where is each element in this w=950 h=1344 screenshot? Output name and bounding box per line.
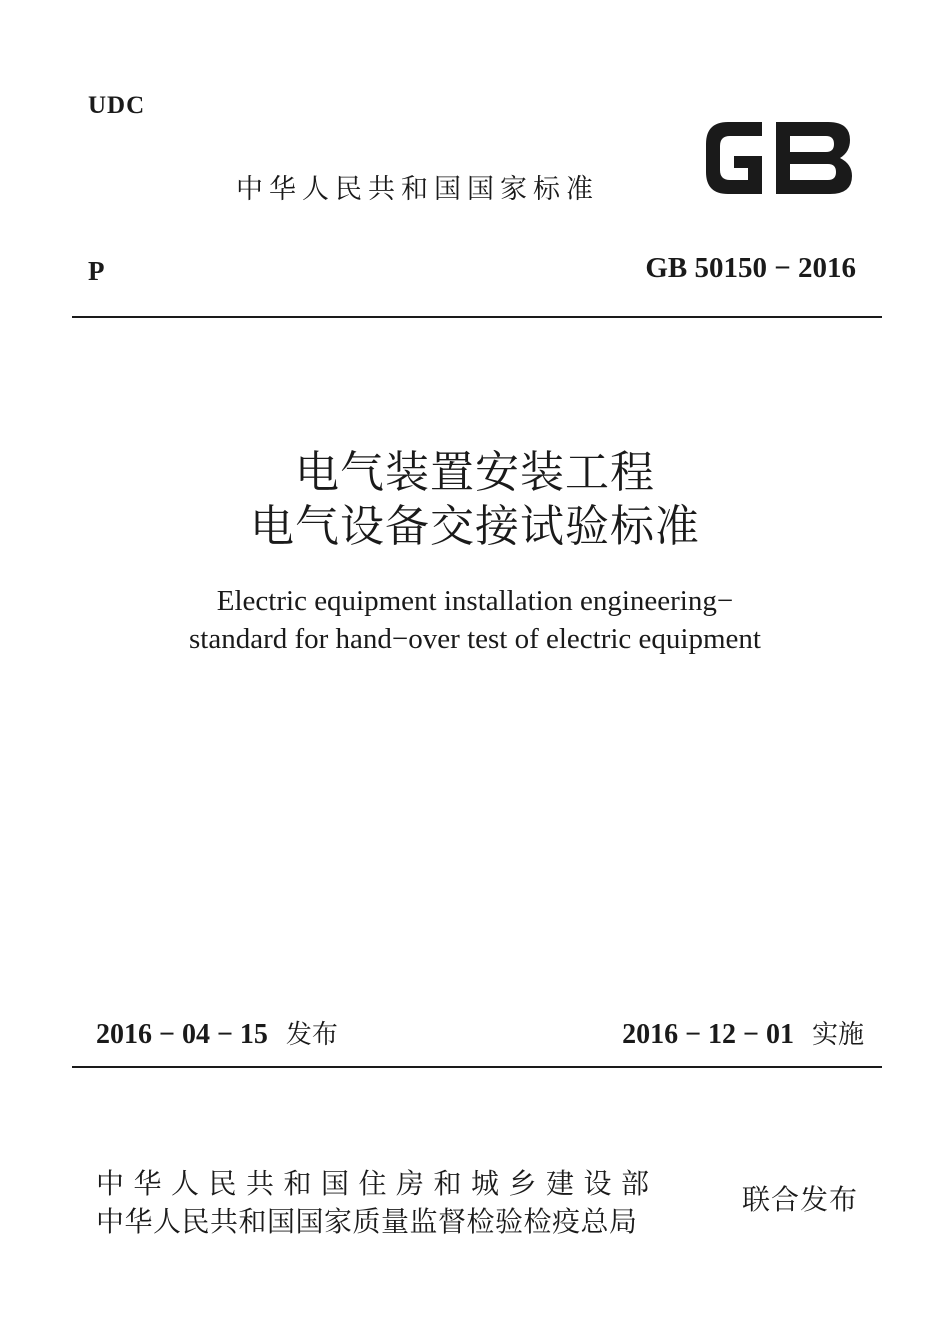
title-en-line1: Electric equipment installation engineering− [216, 585, 734, 617]
category-code: P [88, 256, 105, 286]
publish-date-value: 2016 − 04 − 15 [96, 1019, 268, 1050]
issuer-line2: 中华人民共和国国家质量监督检验检疫总局 [96, 1205, 638, 1238]
standard-number: GB 50150 − 2016 [645, 252, 856, 284]
bottom-divider [72, 1066, 882, 1068]
gb-logo [700, 112, 860, 204]
top-divider [72, 316, 882, 318]
title-cn-line2: 电气设备交接试验标准 [250, 501, 700, 552]
title-en-line2: standard for hand−over test of electric equipment [189, 623, 761, 655]
joint-publish-label: 联合发布 [742, 1183, 859, 1216]
issuer-line1: 中华人民共和国住房和城乡建设部 [96, 1167, 659, 1200]
title-cn-line1: 电气装置安装工程 [295, 447, 655, 498]
publish-date-label: 发布 [285, 1020, 338, 1050]
implement-date-value: 2016 − 12 − 01 [622, 1019, 794, 1050]
udc-label: UDC [88, 92, 146, 119]
national-standard-heading: 中华人民共和国国家标准 [236, 174, 599, 205]
publish-date [96, 1014, 338, 1051]
implement-date [622, 1014, 864, 1051]
implement-date-label: 实施 [811, 1020, 864, 1050]
